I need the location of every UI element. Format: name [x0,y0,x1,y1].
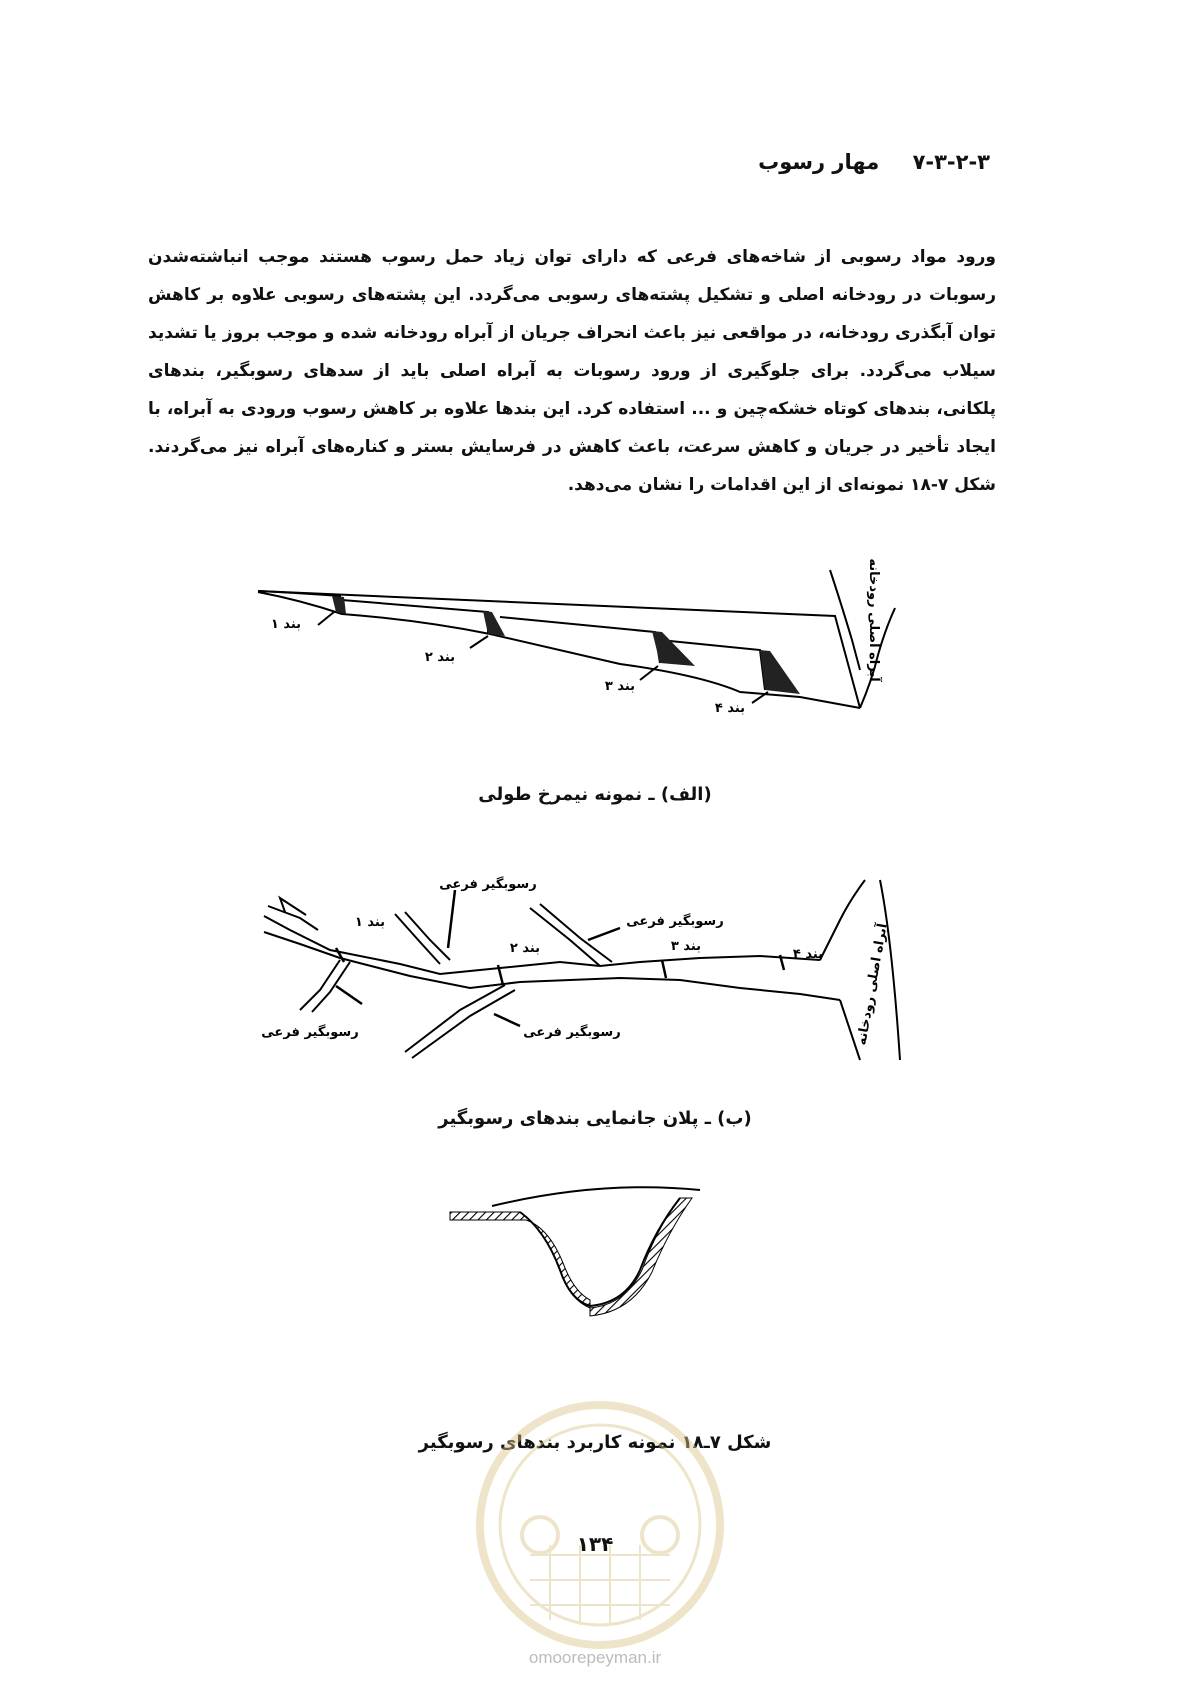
watermark-logo [470,1395,730,1655]
dam-3-body [652,631,695,666]
lower-tributary-1b [312,962,350,1012]
ground-hatched-right [590,1198,692,1316]
trap-arrow-bottom-left [336,986,362,1004]
dam-b2-label: بند ۲ [509,941,541,956]
lower-tributary-2b [412,990,515,1058]
ground-hatched-left [450,1212,590,1308]
dam-4-body [760,650,800,694]
channel-bed-line [258,592,860,708]
reservoir-3 [500,617,660,663]
dam-b1-label: بند ۱ [354,915,386,930]
watermark-url: omoorepeyman.ir [528,1648,662,1667]
dam-2-label: بند ۲ [424,650,456,665]
reservoir-4 [670,641,765,690]
page-number: ۱۳۴ [576,1532,614,1556]
figure-b-plan-diagram [0,860,1190,1070]
upper-left-branch [268,906,318,930]
trap-arrow-top-left [448,890,455,948]
main-river-bank-left [820,880,865,960]
upper-tributary-2b [540,904,612,962]
dam-b1-mark [336,948,344,962]
trap-label-top-right: رسوبگیر فرعی [626,914,724,929]
upper-tributary-1 [395,914,440,964]
main-river-label-b: آبراه اصلی رودخانه [854,922,891,1047]
lower-tributary-2 [405,985,505,1052]
main-channel-bottom-bank [264,932,840,1000]
trap-label-top-left: رسوبگیر فرعی [439,877,537,892]
dam-b3-label: بند ۳ [670,939,702,954]
upper-tributary-2 [530,908,600,966]
main-channel-label: آبراه اصلی رودخانه [866,558,881,682]
trap-arrow-bottom-mid [494,1014,520,1026]
water-surface-curve [492,1187,700,1206]
section-number: ۷-۳-۲-۳ [912,150,990,174]
trap-label-bottom-left: رسوبگیر فرعی [261,1025,359,1040]
body-paragraph: ورود مواد رسوبی از شاخه‌های فرعی که دارای توان زیاد حمل رسوب هستند موجب انباشته‌شدن رسوبات در رودخانه اصلی و تشکیل پشته‌های رسوبی می‌گردد. این پشته‌های رسوبی علاوه بر کاهش توان آبگذری رودخانه، در مواقعی نیز باعث انحراف جریان از آبراه رودخانه شده و موجب بروز یا تشدید سیلاب می‌گردد. برای جلوگیری از ورود رسوبات به آبراه اصلی باید از سدهای رسوبگیر، بندهای پلکانی، بندهای کوتاه خشکه‌چین و ... استفاده کرد. این بندها علاوه بر کاهش رسوب ورودی به آبراه، با ایجاد تأخیر در جریان و کاهش سرعت، باعث کاهش در فرسایش بستر و کناره‌های آبراه نیز می‌گردند. شکل ۷-۱۸ نمونه‌ای از این اقدامات را نشان می‌دهد. [148,247,996,495]
dam-b3-mark [662,960,666,978]
figure-a-profile-diagram [0,530,1190,716]
figure-c-cross-section [0,1180,1190,1320]
figure-b-caption: (ب) ـ پلان جانمایی بندهای رسوبگیر [438,1108,752,1129]
upper-tributary-1b [405,912,450,960]
dam-3-label: بند ۳ [604,679,636,694]
dam-4-label: بند ۴ [714,701,746,716]
trap-label-bottom-mid: رسوبگیر فرعی [523,1025,621,1040]
main-river-bank-far [880,880,900,1060]
dam-1-label: بند ۱ [270,617,302,632]
dam-1-arrow [318,612,334,625]
dam-2-arrow [470,636,488,648]
dam-b4-label: بند ۴ [792,947,824,962]
figure-main-caption: شکل ۷ـ۱۸ نمونه کاربرد بندهای رسوبگیر [418,1432,772,1453]
section-heading [758,150,990,174]
section-title: مهار رسوب [758,150,880,174]
trap-arrow-top-right [588,928,620,940]
figure-a-caption: (الف) ـ نمونه نیمرخ طولی [478,784,712,805]
